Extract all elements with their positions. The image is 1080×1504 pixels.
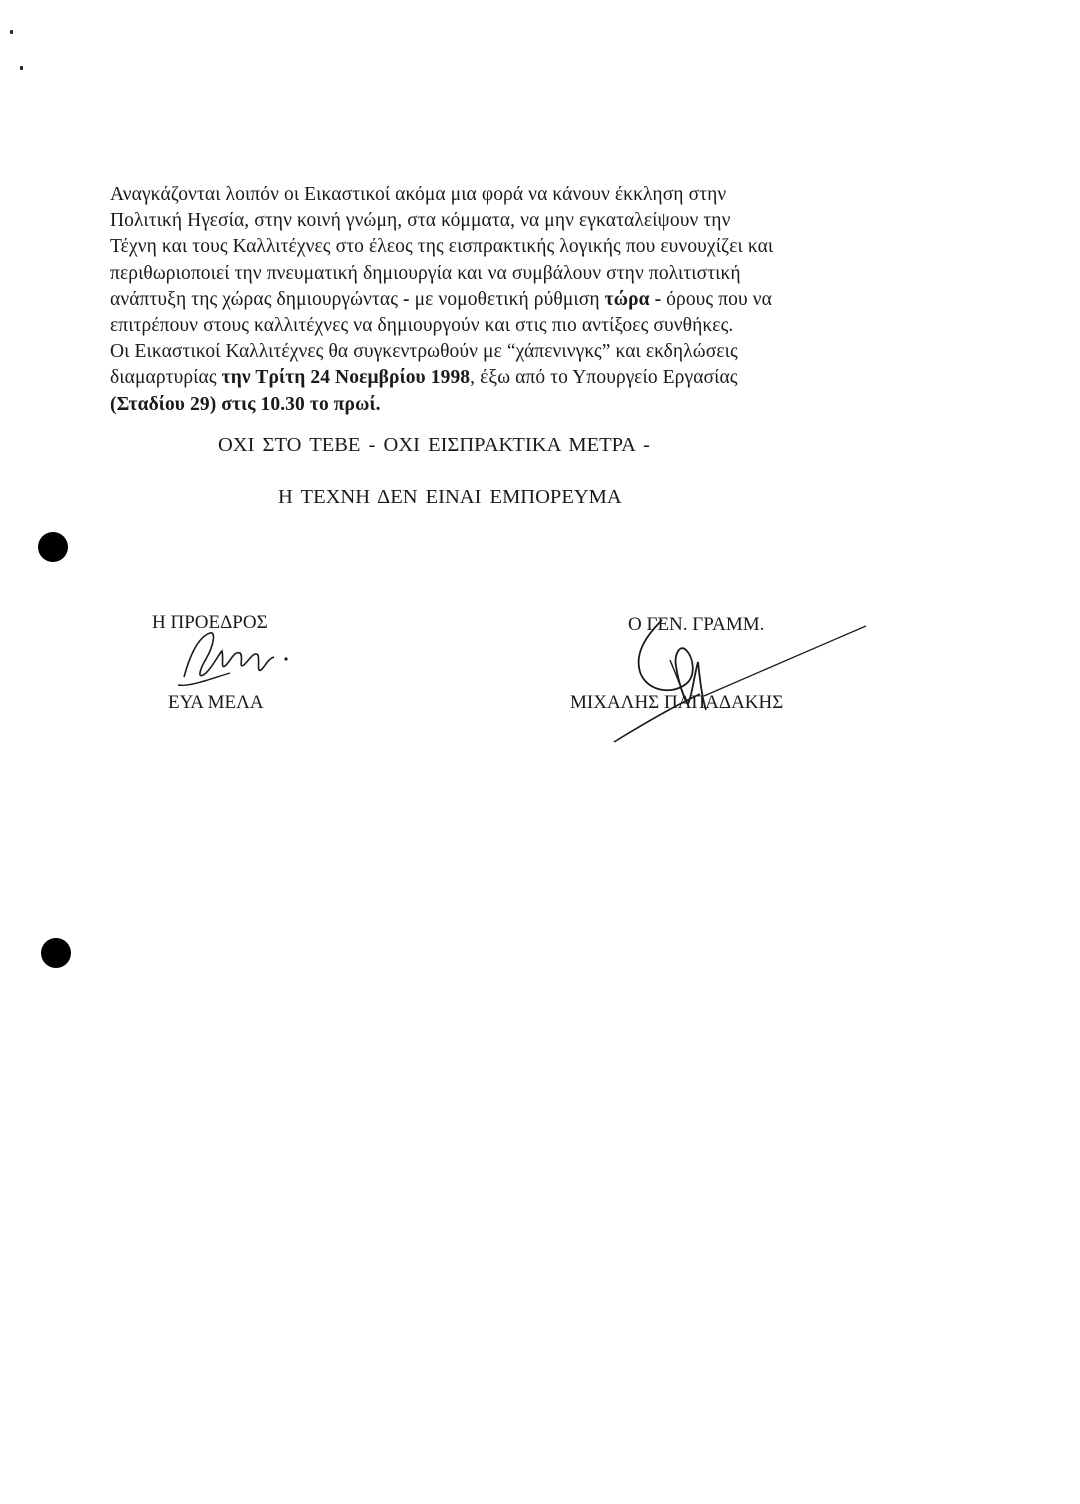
- text-segment: με νομοθετική ρύθμιση: [409, 288, 605, 310]
- letter-line: [110, 182, 870, 208]
- text-segment: όρους που να: [661, 288, 772, 310]
- scan-speck: [20, 66, 23, 70]
- text-segment: Αναγκάζονται λοιπόν οι Εικαστικοί ακόμα μια φορά να κάνουν έκκληση στην: [110, 184, 727, 205]
- text-segment: Πολιτική Ηγεσία, στην κοινή γνώμη, στα κόμματα, να μην εγκαταλείψουν την: [110, 210, 731, 232]
- text-segment: -: [403, 288, 410, 310]
- right-handwritten-signature: [600, 600, 900, 750]
- text-segment: ανάπτυξη της χώρας δημιουργώντας: [110, 288, 404, 310]
- letter-line: [110, 261, 870, 287]
- left-signatory-name: ΕΥΑ ΜΕΛΑ: [168, 692, 264, 713]
- punch-hole-bottom: [41, 938, 71, 968]
- text-segment: διαμαρτυρίας: [110, 367, 222, 389]
- letter-line: [110, 339, 870, 365]
- letter-line: [110, 208, 870, 234]
- text-segment: Οι Εικαστικοί Καλλιτέχνες θα συγκεντρωθούν με “χάπενινγκς” και εκδηλώσεις: [110, 341, 738, 363]
- punch-hole-top: [38, 532, 68, 562]
- letter-line: [110, 234, 870, 260]
- right-signatory-name: ΜΙΧΑΛΗΣ ΠΑΠΑΔΑΚΗΣ: [570, 692, 784, 713]
- letter-body: [110, 182, 870, 418]
- text-segment: , έξω από το Υπουργείο Εργασίας: [470, 367, 738, 389]
- left-handwritten-signature: [170, 615, 310, 695]
- text-segment: την Τρίτη 24 Νοεμβρίου 1998: [221, 367, 471, 389]
- left-signatory-title: Η ΠΡΟΕΔΡΟΣ: [152, 612, 268, 633]
- letter-line: [110, 365, 870, 391]
- scan-speck: [10, 30, 13, 34]
- letter-line: [110, 287, 870, 313]
- text-segment: (Σταδίου 29) στις 10.30 το πρωί.: [110, 393, 381, 415]
- slogan-line-1: ΟΧΙ ΣΤΟ ΤΕΒΕ - ΟΧΙ ΕΙΣΠΡΑΚΤΙΚΑ ΜΕΤΡΑ -: [218, 434, 650, 456]
- text-segment: τώρα: [604, 288, 650, 310]
- text-segment: περιθωριοποιεί την πνευματική δημιουργία και να συμβάλουν στην πολιτιστική: [110, 262, 741, 284]
- right-signatory-title: Ο ΓΕΝ. ΓΡΑΜΜ.: [628, 614, 765, 635]
- letter-line: [110, 392, 870, 418]
- text-segment: -: [654, 288, 662, 310]
- text-segment: επιτρέπουν στους καλλιτέχνες να δημιουργούν και στις πιο αντίξοες συνθήκες.: [110, 315, 734, 337]
- letter-line: [110, 313, 870, 339]
- slogan-line-2: Η ΤΕΧΝΗ ΔΕΝ ΕΙΝΑΙ ΕΜΠΟΡΕΥΜΑ: [278, 486, 622, 508]
- text-segment: Τέχνη και τους Καλλιτέχνες στο έλεος της εισπρακτικής λογικής που ευνουχίζει και: [110, 236, 774, 258]
